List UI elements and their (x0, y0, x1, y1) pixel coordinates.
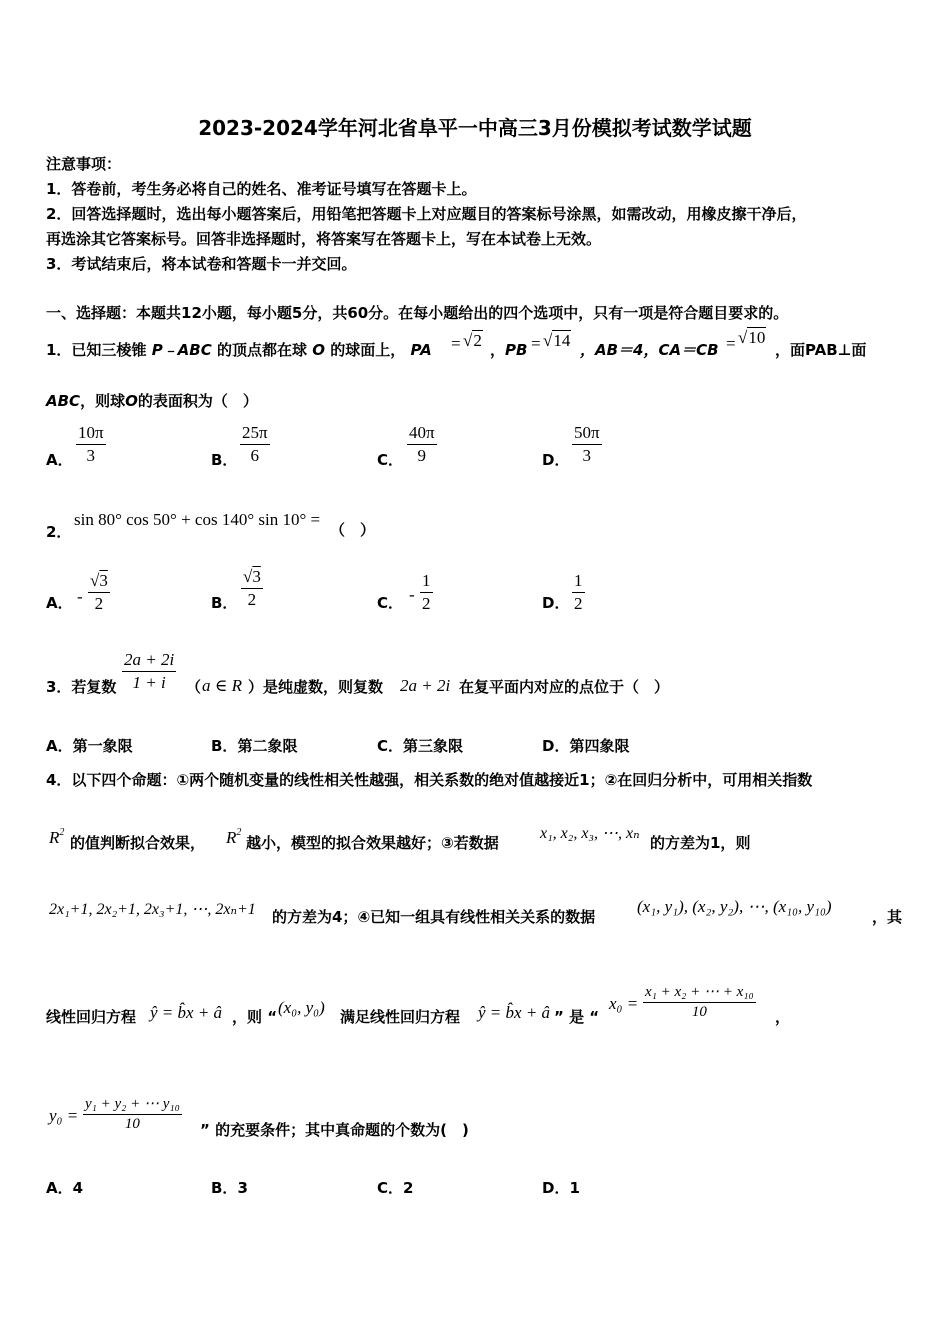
q2-option-d-value[interactable]: $\frac{1}{2}$ (574, 571, 583, 613)
q1-pabc: P﹣ABC (151, 341, 212, 359)
q4-xs2: 2x₁+1, 2x₂+1, 2x₃+1, ⋯, 2xₙ+1 (49, 901, 256, 918)
q2-option-d-label[interactable]: D． (542, 594, 570, 612)
q2-option-c-sign: - (409, 585, 415, 604)
q3-condition: a ∈ R (202, 676, 242, 695)
q4-regression2: ŷ = b̂x + â (478, 1003, 551, 1022)
notice-item: 2．回答选择题时，选出每小题答案后，用铅笔把答题卡上对应题目的答案标号涂黑，如需改动，用橡皮擦干净后， (46, 205, 807, 223)
q3-number: 3．若复数 (46, 678, 117, 696)
q4-option-b[interactable]: B．3 (211, 1179, 248, 1197)
notice-item: 再选涂其它答案标号。回答非选择题时，将答案写在答题卡上，写在本试卷上无效。 (46, 230, 602, 248)
q1-sqrt14: √14 (543, 331, 571, 350)
q1-eq: = (531, 334, 541, 353)
q4-line4b: ，则 “ (232, 1008, 278, 1026)
q1-option-d-value[interactable]: $\frac{50\pi}{3}$ (574, 423, 600, 465)
q2-option-b-value[interactable]: $\frac{√3}{2}$ (243, 567, 261, 609)
q2-option-a-sign: - (77, 587, 83, 606)
q1-option-a-value[interactable]: $\frac{10\pi}{3}$ (78, 423, 104, 465)
q2-option-a-label[interactable]: A． (46, 594, 73, 612)
q3-tail: 在复平面内对应的点位于（ ） (459, 678, 670, 696)
q4-line1: 4．以下四个命题：①两个随机变量的线性相关性越强，相关系数的绝对值越接近1；②在回归分析中，可用相关指数 (46, 771, 813, 789)
q4-y0-fraction: $\frac{\text{y₁ + y₂ + ⋯ y₁₀}}{10}$ (85, 1096, 180, 1132)
q4-regression: ŷ = b̂x + â (150, 1003, 223, 1022)
q3-option-b[interactable]: B．第二象限 (211, 737, 298, 755)
q1-option-c-label[interactable]: C． (377, 451, 404, 469)
question-1-line2: ABC，则球O的表面积为（ ） (46, 392, 258, 410)
q1-face: ，面PAB⊥面 (775, 341, 867, 359)
page-title: 2023-2024学年河北省阜平一中高三3月份模拟考试数学试题 (198, 116, 752, 140)
q2-option-c-value[interactable]: $\frac{1}{2}$ (422, 571, 431, 613)
q4-x0: x₀ = (609, 994, 639, 1013)
q4-line2a: 的值判断拟合效果， (70, 834, 206, 852)
q4-line4a: 线性回归方程 (46, 1008, 137, 1026)
q3-text: ）是纯虚数，则复数 (248, 678, 384, 696)
q4-option-d[interactable]: D．1 (542, 1179, 580, 1197)
q4-x0-fraction: $\frac{\text{x₁ + x₂ + ⋯ + x₁₀}}{10}$ (645, 984, 754, 1020)
q1-option-d-label[interactable]: D． (542, 451, 570, 469)
q4-line2c: 的方差为1，则 (650, 834, 751, 852)
q4-points: (x₁, y₁), (x₂, y₂), ⋯, (x₁₀, y₁₀) (637, 897, 832, 916)
q3-fraction: $\frac{2a + 2i}{1 + i}$ (124, 650, 175, 692)
q1-eq: = (726, 334, 736, 353)
q1-ab-ca-cb: ，AB＝4，CA＝CB (580, 341, 719, 359)
q3-z: 2a + 2i (400, 676, 451, 695)
q1-eq: = (451, 334, 461, 353)
q3-option-d[interactable]: D．第四象限 (542, 737, 630, 755)
section-header: 一、选择题：本题共12小题，每小题5分，共60分。在每小题给出的四个选项中，只有一项是符合题目要求的。 (46, 304, 789, 322)
q4-line2b: 越小，模型的拟合效果越好；③若数据 (246, 834, 499, 852)
q1-text: 的顶点都在球 (216, 341, 307, 359)
q4-xs: x₁, x₂, x₃, ⋯, xₙ (540, 825, 640, 842)
q1-sqrt10: √10 (738, 328, 766, 347)
q2-expression: sin 80° cos 50° + cos 140° sin 10° = (74, 510, 321, 529)
q3-option-a[interactable]: A．第一象限 (46, 737, 133, 755)
q2-option-c-label[interactable]: C． (377, 594, 404, 612)
q4-line3b: ，其 (872, 908, 903, 926)
q4-y0: y₀ = (49, 1106, 79, 1125)
q1-pb-line: ，PB (490, 341, 528, 359)
q4-line4d: ” 是 “ (554, 1008, 600, 1026)
q1-o: O (312, 341, 325, 359)
q1-option-a-label[interactable]: A． (46, 451, 73, 469)
q2-option-a-value[interactable]: $\frac{√3}{2}$ (90, 571, 108, 613)
q1-option-b-label[interactable]: B． (211, 451, 238, 469)
q1-option-b-value[interactable]: $\frac{25\pi}{6}$ (242, 423, 268, 465)
q2-option-b-label[interactable]: B． (211, 594, 238, 612)
q4-line4c: 满足线性回归方程 (340, 1008, 461, 1026)
question-1-line (46, 339, 432, 360)
q2-number: 2． (46, 523, 72, 541)
notice-item: 3．考试结束后，将本试卷和答题卡一并交回。 (46, 255, 357, 273)
notice-item: 1．答卷前，考生务必将自己的姓名、准考证号填写在答题卡上。 (46, 180, 477, 198)
q3-cond-open: （ (186, 678, 202, 696)
q4-line5: ” 的充要条件；其中真命题的个数为( ) (200, 1121, 469, 1139)
q1-text: 的球面上， (330, 341, 406, 359)
notice-heading: 注意事项： (46, 155, 122, 173)
q4-r2b: $R^2$ (226, 827, 242, 847)
q1-sqrt2: √2 (463, 331, 482, 350)
q3-option-c[interactable]: C．第三象限 (377, 737, 464, 755)
q4-point0: (x₀, y₀) (278, 998, 325, 1017)
q1-pa: PA (410, 341, 432, 359)
q4-r2a: $R^2$ (49, 827, 65, 847)
q4-line4e: ， (775, 1008, 791, 1026)
q2-tail: （ ） (330, 521, 376, 539)
q4-option-c[interactable]: C．2 (377, 1179, 414, 1197)
q4-line3a: 的方差为4；④已知一组具有线性相关关系的数据 (272, 908, 596, 926)
q1-option-c-value[interactable]: $\frac{40\pi}{9}$ (409, 423, 435, 465)
q1-number: 1．已知三棱锥 (46, 341, 147, 359)
q4-option-a[interactable]: A．4 (46, 1179, 84, 1197)
